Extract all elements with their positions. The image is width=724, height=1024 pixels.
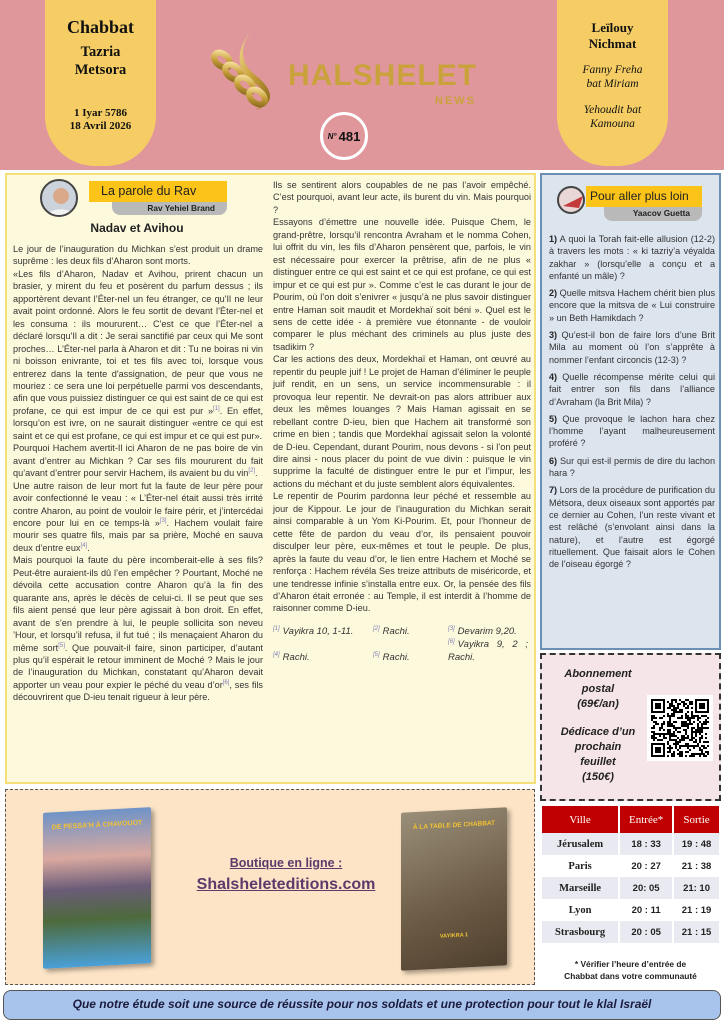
paragraph-text: Le repentir de Pourim pardonna leur péché et ressemble au jour de Kippour. Le jour de l’inauguration du Michkan serait ainsi comparable à un Yom Ki-Pourim. Et, pour l’honneur de cette fête de pardon du veau d’or, ils pensaient pouvoir disculper leur père, eux-mêmes et tout le peuple. De plus, après la faute du veau d’or, le lien entre Hachem et Moché se renforça : Hachem révéla Ses treize attributs de miséricorde, et une tendresse infinie s’installa entre eux. Or, la pensée des fils d’Aharon était erronée : au Temple, il est interdit à l’homme de raisonner comme D-ieu.: [273, 491, 531, 614]
sub-line: (150€): [582, 771, 614, 783]
parasha-2: Metsora: [74, 62, 127, 78]
times-row: [542, 833, 719, 855]
author-avatar: [557, 186, 585, 214]
footnote: [448, 625, 528, 638]
question-text: Quelle récompense mérite celui qui fait entrer son fils dans l’alliance d’Avraham (la Brit Mila) ?: [549, 371, 715, 407]
footnote-number: [6]: [448, 638, 455, 645]
question-text: Qu’est-il bon de faire lors d’une Brit Mila au moment où l’on s’apprête à nommer l’enfant circoncis (12-3) ?: [549, 330, 715, 365]
shalshelet-logo: [195, 15, 495, 110]
issue-number: 481: [338, 128, 361, 144]
author-name: Rav Yehiel Brand: [112, 202, 227, 215]
footnote: [373, 651, 448, 664]
section-title: Pour aller plus loin: [586, 186, 702, 207]
shop-box: [5, 789, 535, 985]
city-cell: Jérusalem: [542, 833, 618, 855]
paragraph-text: .: [87, 542, 90, 553]
col-header-city: Ville: [542, 806, 618, 833]
note-line-2: Chabbat dans votre communauté: [564, 971, 697, 981]
footnote: [448, 638, 528, 664]
footnote-ref[interactable]: [3]: [159, 517, 167, 524]
shofar-icon: [559, 188, 585, 214]
exit-time-cell: 21 : 38: [681, 860, 712, 872]
parasha-panel: [45, 0, 156, 166]
gregorian-date: 18 Avril 2026: [69, 120, 132, 132]
dedication-name-2b: Kamouna: [590, 118, 635, 130]
question-number: 7): [549, 485, 558, 496]
question-number: 5): [549, 413, 558, 424]
questions-box: [540, 173, 721, 650]
dedication-name-1a: Fanny Freha: [582, 64, 643, 76]
question-number: 2): [549, 288, 558, 299]
question-number: 1): [549, 234, 558, 244]
col-header-entry: Entrée*: [620, 806, 672, 833]
article-column-2: [273, 179, 531, 664]
exit-time-cell: 21 : 15: [674, 921, 719, 943]
entry-time-cell: 20 : 05: [620, 921, 672, 943]
question-list: [549, 233, 715, 575]
question-item: [549, 413, 715, 450]
book-cover-pessah-chavouot[interactable]: [43, 807, 151, 969]
paragraph-text: . En effet, lorsqu’on est ivre, on ne saurait distinguer «entre ce qui est saint et ce qui est profane, ce qui est impur et ce qui est pur».: [13, 405, 263, 441]
rav-avatar: [40, 179, 78, 217]
article-paragraph: [273, 216, 531, 353]
logo-wordmark: HALSHELET: [288, 59, 477, 92]
article-paragraph: [273, 490, 531, 615]
book-title: DE PESSA'H À CHAVOUOT: [51, 819, 143, 832]
footnote-text: Rachi.: [382, 625, 410, 637]
footnote-text: Vayikra 9, 2 ; Rachi.: [448, 638, 528, 663]
qr-code-icon: [651, 699, 709, 757]
paragraph-text: Pourquoi Hachem avertit-Il ici Aharon de ne pas boire de vin avant d’entrer au Michkan ? Car ses fils moururent du fait qu’avant d’entrer pour servir Hachem, ils avaient bu du vin: [13, 443, 263, 479]
sub-line: Abonnement: [564, 668, 632, 680]
parasha-1: Tazria: [80, 44, 121, 60]
paragraph-text: Car les actions des deux, Mordekhaï et Haman, ont œuvré au repentir du peuple juif ! Le projet de Haman d’éliminer le peuple juif rendit, en un sens, un service incommensurable : il provoqua leur repentir. Ne devrait-on pas alors attribuer aux deux les mêmes louanges ? Mais Haman agissait en se rebellant contre D-ieu, bien que Hachem ait transformé son crime en bien ; tandis que Mordekhaï agissait selon la volonté de D-ieu. Cependant, durant Pourim, nous devons - si l’on peut dire ainsi - nous placer du point de vue divin : puisque le vin supprime la faculté de distinguer entre le pur et l’impur, les actions du méchant et du juste semblent alors équivalentes.: [273, 354, 531, 489]
footnote-number: [2]: [373, 625, 380, 632]
book-volume: VAYIKRA 1: [439, 932, 469, 940]
question-text: Que provoque le lachon hara chez l’homme l’ayant malheureusement proféré ?: [549, 413, 716, 449]
exit-time-cell: 21: 10: [674, 877, 719, 899]
paragraph-text: Ils se sentirent alors coupables de ne pas l’avoir empêché. C’est pourquoi, avant leur acte, ils burent du vin. Mais pourquoi ?: [273, 180, 531, 215]
article-column-1: [13, 243, 263, 704]
sub-line: Dédicace d’un: [560, 726, 636, 738]
question-item: [549, 329, 715, 366]
footnote: [273, 651, 373, 664]
times-row: [542, 899, 719, 921]
exit-time-cell: 21 : 19: [681, 904, 712, 916]
author-name: Yaacov Guetta: [604, 207, 702, 221]
logo-news: NEWS: [435, 95, 476, 107]
question-item: [549, 484, 715, 570]
footnote-ref[interactable]: [4]: [80, 542, 88, 549]
entry-time-cell: 20: 05: [620, 877, 672, 899]
footnote-number: [5]: [373, 651, 380, 658]
dedication-title-1: Leïlouy: [591, 20, 634, 35]
paragraph-text: . Hachem voulait faire mourir ses quatre fils, mais par sa prière, Moché en sauva deux d’entre eux: [13, 517, 264, 553]
paragraph-text: Une autre raison de leur mort fut la faute de leur père pour avoir confectionné le veau : « L’Éter-nel était aussi très irrité contre Aharon, au point de vouloir le faire périr, et j’intercédai encore pour lui en ce temps-là »: [13, 480, 263, 528]
book-title: À LA TABLE DE CHABBAT: [412, 819, 496, 832]
footnote-ref[interactable]: [5]: [58, 642, 65, 649]
city-cell: Marseille: [542, 877, 618, 899]
article-paragraph: [13, 480, 263, 555]
footnote: [273, 625, 373, 638]
article-paragraph: [13, 243, 263, 268]
article-column-2-text: [273, 179, 531, 615]
issue-number-badge: [320, 112, 368, 160]
article-paragraph: [273, 179, 531, 216]
article-paragraph: [273, 353, 531, 490]
question-item: [549, 287, 715, 324]
subscription-box: [540, 653, 721, 801]
paragraph-text: Mais pourquoi la faute du père incomberait-elle à ses fils? Peut-être auraient-ils dû l’en empêcher ? Pourtant, Moché ne dévoila cette accusation contre Aharon qu’à la fin des quarante ans, après le décès de celui-ci. Il se peut que ses fils aient pensé que leur père agissait à bon droit. En effet, avant de s’en prendre à lui, le peuple sollicita son neveu ’Hour, et lorsqu’il refusa, il fut tué ; ils menaçaient Aharon du même sort: [13, 555, 263, 653]
times-row: [542, 921, 719, 943]
shabbat-times-table: [540, 806, 721, 943]
paragraph-text: . Que pouvait-il faire, sinon participer, d’autant plus qu’il espérait le retour imminent de Moché ? Mais le jour de l’inauguration du Michkan, constatant qu’Aharon devait apporter un veau pour expier le péché du veau d’or: [13, 642, 263, 690]
footnote-number: [1]: [273, 625, 280, 632]
times-row: [542, 877, 719, 899]
question-item: [549, 233, 715, 282]
city-cell: Lyon: [568, 904, 592, 916]
qr-code[interactable]: [647, 695, 713, 761]
header: [0, 0, 724, 170]
exit-time-cell: 19 : 48: [674, 833, 719, 855]
shop-link[interactable]: [196, 856, 376, 894]
paragraph-text: «Les fils d’Aharon, Nadav et Avihou, prirent chacun un brasier, y mirent du feu et posèrent du parfum dessus ; ils apportèrent devant l’Éter-nel un feu étranger, ce qu'Il ne leur avait point ordonné. Alors le feu sortit de devant l’Éter-nel et les consuma : ils moururent… C'est ce que l’Éter-nel a déclaré lorsqu'Il a dit : Je serai sanctifié par ceux qui Me sont proches… L’Éter-nel parla à Aharon et dit : Tu ne boiras ni vin ni boisson enivrante, toi et tes fils avec toi, lorsque vous entrerez dans la tente d'assignation, de peur que vous ne mouriez : ce sera une loi perpétuelle parmi vos descendants, afin que vous puissiez distinguer ce qui est saint de ce qui est profane, ce qui est impur de ce qui est pur »: [13, 268, 263, 416]
question-number: 4): [549, 371, 558, 382]
question-text: Sur qui est-il permis de dire du lachon hara ?: [549, 455, 715, 479]
footer-banner: Que notre étude soit une source de réussite pour nos soldats et une protection pour tout le klal Israël: [3, 990, 721, 1020]
rav-article: [5, 173, 536, 784]
question-item: [549, 455, 715, 480]
article-paragraph: [13, 268, 263, 442]
hebrew-date: 1 Iyar 5786: [74, 107, 127, 119]
question-text: Lors de la procédure de purification du Métsora, deux oiseaux sont apportés par ce dernier au Cohen, l’un reste vivant et est relâché (s’envolant ainsi dans la nature), et l’autre est égorgé rituellement. Que faisait alors le Cohen de l’oiseau égorgé ?: [549, 485, 716, 570]
entry-time-cell: 20 : 27: [631, 860, 661, 872]
footnote-number: [4]: [273, 651, 280, 658]
footnote-text: Vayikra 10, 1-11.: [282, 625, 354, 637]
dedication-panel: [557, 0, 668, 166]
dedication-name-1b: bat Miriam: [586, 78, 639, 90]
issue-prefix: N°: [327, 131, 337, 141]
question-text: Quelle mitsva Hachem chérit bien plus encore que la mitsva de « Lui construire » un Beth Hamikdach ?: [549, 288, 715, 323]
article-title: Nadav et Avihou: [90, 221, 184, 235]
article-paragraph: [13, 554, 263, 703]
sub-line: prochain: [574, 741, 622, 753]
shop-url[interactable]: Shalsheleteditions.com: [196, 876, 376, 893]
entry-time-cell: 20 : 11: [631, 904, 661, 916]
paragraph-text: , ses fils découvrirent que D-ieu tenait rigueur à leur père.: [13, 679, 263, 703]
footnote-text: Devarim 9,20.: [457, 625, 517, 637]
sub-line: feuillet: [580, 756, 616, 768]
section-title: La parole du Rav: [89, 181, 227, 202]
footnote-ref[interactable]: [6]: [222, 679, 230, 686]
footnote-text: Rachi.: [282, 651, 310, 663]
question-item: [549, 371, 715, 408]
sub-line: (69€/an): [577, 698, 619, 710]
city-cell: Strasbourg: [542, 921, 618, 943]
paragraph-text: Le jour de l’inauguration du Michkan s’est produit un drame suprême : les deux fils d’Aharon sont morts.: [13, 244, 263, 267]
article-paragraph: [13, 442, 263, 479]
shop-label: Boutique en ligne :: [229, 856, 343, 870]
footnote-number: [3]: [448, 625, 455, 632]
city-cell: Paris: [568, 860, 592, 872]
person-portrait-icon: [42, 181, 78, 217]
subscription-text: [548, 667, 648, 785]
question-number: 3): [549, 330, 558, 341]
dedication-title-2: Nichmat: [588, 36, 637, 51]
paragraph-text: Essayons d’émettre une nouvelle idée. Puisque Chem, le grand-prêtre, lorsqu’il rencontra Avraham et le nomma Cohen, lui offrit du vin, les fils d’Aharon pensèrent que, parfois, le vin est nécessaire pour exercer la prêtrise, afin de ne plus « distinguer entre ce qui est saint et ce qui est profane, ce qui est impur et ce qui est pur ». Comme c’est le cas durant le jour de Pourim, où l’on doit s’enivrer « jusqu’à ne plus savoir distinguer entre Haman soit maudit et Mordekhaï soit béni ». Quel est le sens de cette idée - à première vue étonnante - de vouloir comparer le plus méchant des criminels au plus juste des tsadikim ?: [273, 217, 531, 352]
col-header-exit: Sortie: [674, 806, 719, 833]
times-note: [540, 958, 721, 982]
sub-line: postal: [581, 683, 615, 695]
times-row: [542, 855, 719, 877]
book-cover-table-chabbat[interactable]: [401, 807, 507, 971]
chabbat-label: Chabbat: [66, 17, 135, 37]
entry-time-cell: 18 : 33: [620, 833, 672, 855]
paragraph-text: .: [255, 468, 258, 479]
footnote-ref[interactable]: [1]: [213, 405, 220, 412]
footnote: [373, 625, 448, 638]
dedication-name-2a: Yehoudit bat: [583, 104, 642, 116]
footnote-text: Rachi.: [382, 651, 410, 663]
question-number: 6): [549, 455, 558, 466]
footnotes: [273, 625, 531, 664]
question-text: A quoi la Torah fait-elle allusion (12-2) à travers les mots : « ki tazriy’a véyalda zakhar » (lorsqu’elle a conçu et a enfanté un mâle) ?: [549, 234, 715, 281]
note-line-1: * Vérifier l’heure d’entrée de: [574, 959, 687, 969]
footnote-ref[interactable]: [2]: [248, 468, 256, 475]
